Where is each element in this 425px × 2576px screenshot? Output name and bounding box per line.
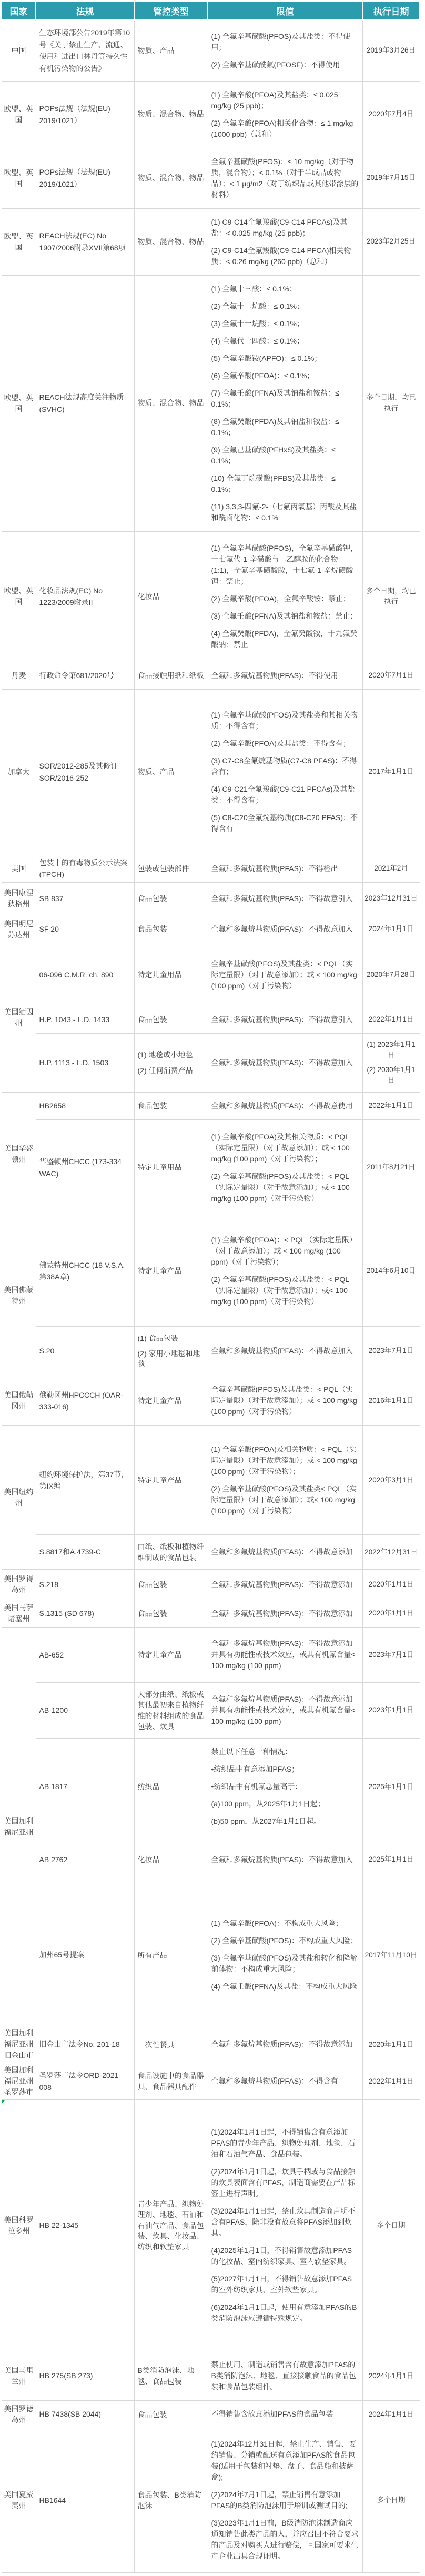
- law-cell: 06-096 C.M.R. ch. 890: [36, 944, 134, 1006]
- table-row: [2, 2351, 420, 2401]
- date-cell: 2020年7月1日: [362, 662, 420, 689]
- table-row: [2, 1569, 420, 1600]
- law-cell: 包装中的有毒物质公示法案(TPCH): [36, 855, 134, 882]
- limit-cell: 全氟和多氟烷基物质(PFAS)：不得故意添加: [208, 1535, 362, 1570]
- law-cell: HB2658: [36, 1092, 134, 1119]
- type-cell: 特定儿童产品: [134, 1216, 208, 1326]
- type-cell: 特定儿童产品: [134, 1426, 208, 1535]
- type-cell: 化妆品: [134, 1835, 208, 1884]
- limit-cell: 全氟和多氟烷基物质(PFAS)：不得故意使用: [208, 1092, 362, 1119]
- law-cell: AB-652: [36, 1627, 134, 1682]
- table-row: [2, 1092, 420, 1119]
- date-cell: 2022年1月1日: [362, 2063, 420, 2100]
- date-cell: 多个日期，均已执行: [362, 275, 420, 531]
- type-cell: 特定儿童产品: [134, 1376, 208, 1426]
- country-cell: 美国华盛顿州: [2, 1092, 36, 1216]
- pfas-regulation-table: [1, 1, 420, 2573]
- country-cell: 美国俄勒冈州: [2, 1376, 36, 1426]
- type-cell: 物质、产品: [134, 689, 208, 855]
- country-cell: 美国罗德岛州: [2, 2401, 36, 2428]
- limit-cell: (1)2024年1月1日起，不得销售含有意添加PFAS的青少年产品、织物处理剂、地毯、石油和石油气产品、食品包装。 (2)2024年1月1日起，炊具手柄或与食品接触的炊具表面含有PFAS，制造商需要在产品标签上进行声明。 (3)2024年1月1日起，禁止炊具制造商声明不含有PFAS，除非没有故意将PFAS添加到炊具。 (4)2025年1月1日，不得销售故意添加PFAS的化妆品、室内纺织家具、室内软垫家具。 (5)2027年1月1日，不得销售故意添加PFAS的室外纺织家具、室外软垫家具。 (6)2024年1月1日起，使用有意添加PFAS的B类消防泡沫应遵循特殊规定。: [208, 2100, 362, 2351]
- law-cell: H.P. 1113 - L.D. 1503: [36, 1033, 134, 1092]
- type-cell: 食品包装、B类消防泡沫: [134, 2428, 208, 2573]
- table-row: [2, 662, 420, 689]
- country-cell: 加拿大: [2, 689, 36, 855]
- type-cell: 物质、产品: [134, 20, 208, 81]
- date-cell: 2023年12月31日: [362, 882, 420, 915]
- limit-cell: 全氟和多氟烷基物质(PFAS)：不得故意引入: [208, 882, 362, 915]
- law-cell: HB 22-1345: [36, 2100, 134, 2351]
- law-cell: 生态环境部公告2019年第10号《关于禁止生产、流通、使用和进出口林丹等持久性有机污染物的公告》: [36, 20, 134, 81]
- country-cell: 美国夏威夷州: [2, 2428, 36, 2573]
- limit-cell: (1) 全氟辛基磺酸(PFOS)及其盐类和其相关物质：不得含有； (2) 全氟辛酸(PFOA)及其盐类：不得含有； (3) C7-C8全氟烷基物质(C7-C8 PFAS)：不得含有； (4) C9-C21全氟羧酸(C9-C21 PFCAs)及其盐类：不得含有； (5) C8-C20全氟烷基物质(C8-C20 PFAS)：不得含有: [208, 689, 362, 855]
- date-cell: 2025年1月1日: [362, 1835, 420, 1884]
- country-cell: 美国加利福尼亚州: [2, 1627, 36, 2026]
- table-row: [2, 944, 420, 1006]
- table-row: [2, 1535, 420, 1570]
- table-row: [2, 1600, 420, 1627]
- law-cell: 佛蒙特州CHCC (18 V.S.A. 第38A章): [36, 1216, 134, 1326]
- limit-cell: 全氟和多氟烷基物质(PFAS)：不得故意添加: [208, 2026, 362, 2063]
- type-cell: 化妆品: [134, 531, 208, 662]
- law-cell: H.P. 1043 - L.D. 1433: [36, 1006, 134, 1033]
- table-row: [2, 1326, 420, 1376]
- limit-cell: 全氟辛基磺酸(PFOS)：≤ 10 mg/kg（对于物质，混合物）；< 0.1%（对于半成品或物品）；< 1 μg/m2（对于纺织品或其他带涂层的材料）: [208, 148, 362, 208]
- table-row: [2, 1835, 420, 1884]
- table-row: [2, 1739, 420, 1835]
- type-cell: 食品包装: [134, 1006, 208, 1033]
- country-cell: 美国罗得岛州: [2, 1569, 36, 1600]
- date-cell: 2011年8月21日: [362, 1119, 420, 1216]
- table-row: [2, 1376, 420, 1426]
- table-row: [2, 1884, 420, 2026]
- limit-cell: 全氟和多氟烷基物质(PFAS)：不得故意添加: [208, 1600, 362, 1627]
- type-cell: 物质、混合物、物品: [134, 148, 208, 208]
- header-date: 执行日期: [362, 2, 420, 20]
- date-cell: 2022年1月1日: [362, 1092, 420, 1119]
- table-row: [2, 20, 420, 81]
- type-cell: B类消防泡沫、地毯、食品包装: [134, 2351, 208, 2401]
- country-cell: 美国佛蒙特州: [2, 1216, 36, 1376]
- country-cell: 美国: [2, 855, 36, 882]
- date-cell: 2023年2月25日: [362, 208, 420, 275]
- type-cell: 食品包装: [134, 1569, 208, 1600]
- table-row: [2, 81, 420, 148]
- date-cell: 2020年7月28日: [362, 944, 420, 1006]
- table-row: [2, 208, 420, 275]
- limit-cell: 全氟和多氟烷基物质(PFAS)：不得故意引入: [208, 1006, 362, 1033]
- table-row: [2, 2026, 420, 2063]
- date-cell: 2022年1月1日: [362, 1006, 420, 1033]
- table-row: [2, 1216, 420, 1326]
- type-cell: 包装或包装部件: [134, 855, 208, 882]
- limit-cell: (1) 全氟辛酸(PFOA)：< PQL（实际定量限）（对于故意添加）；或 < 100 mg/kg (100 ppm)（对于污染物）； (2) 全氟辛基磺酸(PFOS)及其盐类：< PQL（实际定量限）（对于故意添加）；或< 100 mg/kg (100 ppm)（对于污染物）: [208, 1216, 362, 1326]
- type-cell: 青少年产品、织物处理剂、地毯、石油和石油气产品、食品包装、炊具、化妆品、纺织和软垫家具: [134, 2100, 208, 2351]
- date-cell: 2014年6月10日: [362, 1216, 420, 1326]
- date-cell: 2025年1月1日: [362, 1739, 420, 1835]
- type-cell: 食品包装: [134, 1600, 208, 1627]
- date-cell: 2022年12月31日: [362, 1535, 420, 1570]
- date-cell: 2017年11月10日: [362, 1884, 420, 2026]
- date-cell: 多个日期，均已执行: [362, 531, 420, 662]
- table-row: [2, 855, 420, 882]
- type-cell: 食品包装: [134, 2401, 208, 2428]
- law-cell: AB-1200: [36, 1682, 134, 1738]
- type-cell: 食品包装: [134, 1092, 208, 1119]
- limit-cell: (1) 全氟辛酸(PFOA)及其相关物质：< PQL（实际定量限）（对于故意添加）；或 < 100 mg/kg (100 ppm)（对于污染物）； (2) 全氟辛基磺酸(PFOS)及其盐类：< PQL（实际定量限）（对于故意添加）；或 < 100 mg/kg (100 ppm)（对于污染物）: [208, 1119, 362, 1216]
- type-cell: (1) 地毯或小地毯 (2) 任何消费产品: [134, 1033, 208, 1092]
- date-cell: 2020年3月1日: [362, 1426, 420, 1535]
- type-cell: 纺织品: [134, 1739, 208, 1835]
- limit-cell: (1) 全氟辛酸(PFOA)及相关物质：< PQL（实际定量限）（对于故意添加）；或 < 100 mg/kg (100 ppm)（对于污染物）； (2) 全氟辛基磺酸(PFOS)及其盐类< PQL（实际定量限）（对于故意添加）；或< 100 mg/kg (100 ppm)（对于污染物）: [208, 1426, 362, 1535]
- date-cell: 2020年1月1日: [362, 1569, 420, 1600]
- country-cell: 中国: [2, 20, 36, 81]
- type-cell: 食品接触用纸和纸板: [134, 662, 208, 689]
- table-row: [2, 1033, 420, 1092]
- date-cell: 2024年1月1日: [362, 915, 420, 944]
- table-header: [2, 2, 420, 20]
- law-cell: 华盛顿州CHCC (173-334 WAC): [36, 1119, 134, 1216]
- law-cell: POPs法规（法规(EU) 2019/1021）: [36, 148, 134, 208]
- date-cell: (1) 2023年1月1日 (2) 2030年1月1日: [362, 1033, 420, 1092]
- date-cell: 多个日期: [362, 2428, 420, 2573]
- limit-cell: 全氟和多氟烷基物质(PFAS)：不得故意添加并具有功能性或技术效应，或其有机氟含量< 100 mg/kg (100 ppm): [208, 1627, 362, 1682]
- type-cell: 特定儿童产品: [134, 1627, 208, 1682]
- law-cell: S.20: [36, 1326, 134, 1376]
- country-cell: 美国加利福尼亚州圣罗莎市: [2, 2063, 36, 2100]
- type-cell: 所有产品: [134, 1884, 208, 2026]
- type-cell: 由纸、纸板和植物纤维制成的食品包装: [134, 1535, 208, 1570]
- law-cell: 行政命令第681/2020号: [36, 662, 134, 689]
- type-cell: 特定儿童用品: [134, 944, 208, 1006]
- type-cell: 物质、混合物、物品: [134, 81, 208, 148]
- limit-cell: 全氟和多氟烷基物质(PFAS)：不得故意加入: [208, 1835, 362, 1884]
- limit-cell: (1) 全氟辛基磺酸(PFOS)，全氟辛基磺酸钾，十七氟代-1-辛磺酸与二乙醇胺的化合物(1:1)，全氟辛基磺酸胺，十七氟-1-辛烷磺酸锂：禁止； (2) 全氟辛酸(PFOA)，全氟辛酸铵：禁止； (3) 全氟壬酸(PFNA)及其钠盐和铵盐：禁止； (4) 全氟癸酸(PFDA)，全氟癸酸铵，十九氟癸酸钠：禁止: [208, 531, 362, 662]
- table-row: [2, 1006, 420, 1033]
- table-row: [2, 2063, 420, 2100]
- date-cell: 2020年1月1日: [362, 2026, 420, 2063]
- table-row: [2, 1119, 420, 1216]
- law-cell: 俄勒冈州HPCCCH (OAR-333-016): [36, 1376, 134, 1426]
- law-cell: S.218: [36, 1569, 134, 1600]
- law-cell: POPs法规（法规(EU) 2019/1021）: [36, 81, 134, 148]
- country-cell: 美国马萨诸塞州: [2, 1600, 36, 1627]
- type-cell: 物质、混合物、物品: [134, 208, 208, 275]
- table-row: [2, 148, 420, 208]
- law-cell: 化妆品法规(EC) No 1223/2009附录II: [36, 531, 134, 662]
- date-cell: 2021年2月: [362, 855, 420, 882]
- law-cell: S.1315 (SD 678): [36, 1600, 134, 1627]
- date-cell: 2019年7月15日: [362, 148, 420, 208]
- limit-cell: (1) 全氟辛酸(PFOA)及其盐类：≤ 0.025 mg/kg (25 ppb)； (2) 全氟辛酸(PFOA)相关化合物：≤ 1 mg/kg (1000 ppb)（总和）: [208, 81, 362, 148]
- table-body: [2, 20, 420, 2573]
- law-cell: HB 275(SB 273): [36, 2351, 134, 2401]
- country-label: 美国科罗拉多州: [4, 2215, 34, 2235]
- type-cell: 特定儿童用品: [134, 1119, 208, 1216]
- law-cell: 旧金山市法令No. 201-18: [36, 2026, 134, 2063]
- country-cell: 美国康涅狄格州: [2, 882, 36, 915]
- country-cell: 丹麦: [2, 662, 36, 689]
- law-cell: SOR/2012-285及其修订SOR/2016-252: [36, 689, 134, 855]
- limit-cell: 全氟和多氟烷基物质(PFAS)：不得使用: [208, 662, 362, 689]
- date-cell: 2020年7月4日: [362, 81, 420, 148]
- limit-cell: 全氟和多氟烷基物质(PFAS)：不得故意加入: [208, 915, 362, 944]
- type-cell: 食品包装: [134, 915, 208, 944]
- type-cell: 食品设施中的食品器具、食品器具配件: [134, 2063, 208, 2100]
- date-cell: 2024年1月1日: [362, 2401, 420, 2428]
- country-cell: 欧盟、英国: [2, 275, 36, 531]
- limit-cell: (1) 全氟辛基磺酸(PFOS)及其盐类：不得使用； (2) 全氟辛基磺酰氟(PFOSF)：不得使用: [208, 20, 362, 81]
- limit-cell: 全氟和多氟烷基物质(PFAS)：不得故意添加: [208, 1569, 362, 1600]
- date-cell: 2019年3月26日: [362, 20, 420, 81]
- limit-cell: (1) 全氟十三酸：≤ 0.1%； (2) 全氟十二烷酸：≤ 0.1%； (3) 全氟十一烷酸：≤ 0.1%； (4) 全氟代十四酸：≤ 0.1%； (5) 全氟辛酸铵(APFO)：≤ 0.1%； (6) 全氟辛酸(PFOA)：≤ 0.1%； (7) 全氟壬酸(PFNA)及其钠盐和铵盐：≤ 0.1%； (8) 全氟癸酸(PFDA)及其钠盐和铵盐：≤ 0.1%； (9) 全氟己基磺酸(PFHxS)及其盐类：≤ 0.1%； (10) 全氟丁烷磺酸(PFBS)及其盐类：≤ 0.1%； (11) 3,3,3-四氟-2-（七氟丙氧基）丙酸及其盐和酰卤化物：≤ 0.1%: [208, 275, 362, 531]
- table-row: [2, 531, 420, 662]
- table-row: [2, 1682, 420, 1738]
- header-limit: 限值: [208, 2, 362, 20]
- law-cell: 圣罗莎市法令ORD-2021-008: [36, 2063, 134, 2100]
- limit-cell: 禁止使用、制造或销售含有故意添加PFAS的B类消防泡沫、地毯、直接接触食品的食品包装和食品包装组件。: [208, 2351, 362, 2401]
- country-cell: 欧盟、英国: [2, 81, 36, 148]
- country-cell: 美国纽约州: [2, 1426, 36, 1570]
- country-cell: 欧盟、英国: [2, 148, 36, 208]
- limit-cell: 全氟和多氟烷基物质(PFAS)：不得故意添加并具有功能性或技术效应，或其有机氟含量< 100 mg/kg (100 ppm): [208, 1682, 362, 1738]
- date-cell: 2023年7月1日: [362, 1326, 420, 1376]
- limit-cell: 不得销售含故意添加PFAS的食品包装: [208, 2401, 362, 2428]
- green-corner-flag-icon: [2, 2100, 5, 2103]
- header-law: 法规: [36, 2, 134, 20]
- header-row: [2, 2, 420, 20]
- limit-cell: 全氟和多氟烷基物质(PFAS)：不得故意加入: [208, 1033, 362, 1092]
- country-cell: [2, 2100, 36, 2351]
- date-cell: 2016年1月1日: [362, 1376, 420, 1426]
- country-cell: 美国明尼苏达州: [2, 915, 36, 944]
- limit-cell: (1) C9-C14全氟羧酸(C9-C14 PFCAs)及其盐：< 0.025 mg/kg (25 ppb)； (2) C9-C14全氟羧酸(C9-C14 PFCA)相关物质：< 0.26 mg/kg (260 ppb)（总和）: [208, 208, 362, 275]
- table-row: [2, 2428, 420, 2573]
- law-cell: 纽约环境保护法，第37节，第IX编: [36, 1426, 134, 1535]
- table-row: [2, 689, 420, 855]
- header-country: 国家: [2, 2, 36, 20]
- limit-cell: 全氟和多氟烷基物质(PFAS)：不得故意加入: [208, 1326, 362, 1376]
- country-cell: 欧盟、英国: [2, 208, 36, 275]
- table-row: [2, 1426, 420, 1535]
- type-cell: 食品包装: [134, 882, 208, 915]
- country-cell: 美国加利福尼亚州旧金山市: [2, 2026, 36, 2063]
- date-cell: 2023年1月1日: [362, 1682, 420, 1738]
- date-cell: 2024年1月1日: [362, 2351, 420, 2401]
- limit-cell: (1)2024年12月31日起，禁止生产、销售、要约销售、分销或配送有意添加PFAS的食品包装(适用于包装和衬垫、盘子、食品船和披萨盒); (2)2024年7月1日起，禁止销售有意添加PFAS的B类消防泡沫用于培训或测试目的; (3)2023年1月1日前，B级消防泡沫制造商应通知销售此类产品的人，并应召回不符合要求的产品及对购买人进行赔偿，且国家可要求生产企业出具合规证明。: [208, 2428, 362, 2573]
- table-row: [2, 2100, 420, 2351]
- table-row: [2, 1627, 420, 1682]
- country-cell: 美国马里兰州: [2, 2351, 36, 2401]
- type-cell: 一次性餐具: [134, 2026, 208, 2063]
- header-type: 管控类型: [134, 2, 208, 20]
- law-cell: 加州65号提案: [36, 1884, 134, 2026]
- law-cell: AB 2762: [36, 1835, 134, 1884]
- country-cell: 欧盟、英国: [2, 531, 36, 662]
- law-cell: REACH法规(EC) No 1907/2006附录XVII第68项: [36, 208, 134, 275]
- date-cell: 2017年1月1日: [362, 689, 420, 855]
- law-cell: S.8817和A.4739-C: [36, 1535, 134, 1570]
- limit-cell: 禁止以下任意一种情况： •纺织品中有意添加PFAS； •纺织品中有机氟总量高于： (a)100 ppm，从2025年1月1日起； (b)50 ppm，从2027年1月1日起。: [208, 1739, 362, 1835]
- limit-cell: 全氟辛基磺酸(PFOS)及其盐类：< PQL（实际定量限）（对于故意添加）；或 < 100 mg/kg (100 ppm)（对于污染物）: [208, 944, 362, 1006]
- table-row: [2, 915, 420, 944]
- type-cell: (1) 食品包装 (2) 家用小地毯和地毯: [134, 1326, 208, 1376]
- law-cell: SB 837: [36, 882, 134, 915]
- table-row: [2, 2401, 420, 2428]
- date-cell: 多个日期: [362, 2100, 420, 2351]
- date-cell: 2023年7月1日: [362, 1627, 420, 1682]
- law-cell: HB1644: [36, 2428, 134, 2573]
- type-cell: 大部分由纸、纸板或其他最初来自植物纤维的材料组成的食品包装、炊具: [134, 1682, 208, 1738]
- country-cell: 美国缅因州: [2, 944, 36, 1092]
- law-cell: HB 7438(SB 2044): [36, 2401, 134, 2428]
- limit-cell: 全氟辛基磺酸(PFOS)及其盐类：< PQL（实际定量限）（对于故意添加）；或 < 100 mg/kg (100 ppm)（对于污染物）: [208, 1376, 362, 1426]
- law-cell: AB 1817: [36, 1739, 134, 1835]
- limit-cell: 全氟和多氟烷基物质(PFAS)：不得检出: [208, 855, 362, 882]
- limit-cell: (1) 全氟辛酸(PFOA)：不构成重大风险； (2) 全氟辛基磺酸(PFOS)：不构成重大风险； (3) 全氟辛基磺酸(PFOS)及其盐和转化和降解前体物：不构成重大风险； (4) 全氟壬酸(PFNA)及其盐：不构成重大风险: [208, 1884, 362, 2026]
- date-cell: 2020年1月1日: [362, 1600, 420, 1627]
- law-cell: SF 20: [36, 915, 134, 944]
- table-row: [2, 275, 420, 531]
- type-cell: 物质、混合物、物品: [134, 275, 208, 531]
- limit-cell: 全氟和多氟烷基物质(PFAS)：不得含有: [208, 2063, 362, 2100]
- law-cell: REACH法规高度关注物质(SVHC): [36, 275, 134, 531]
- table-row: [2, 882, 420, 915]
